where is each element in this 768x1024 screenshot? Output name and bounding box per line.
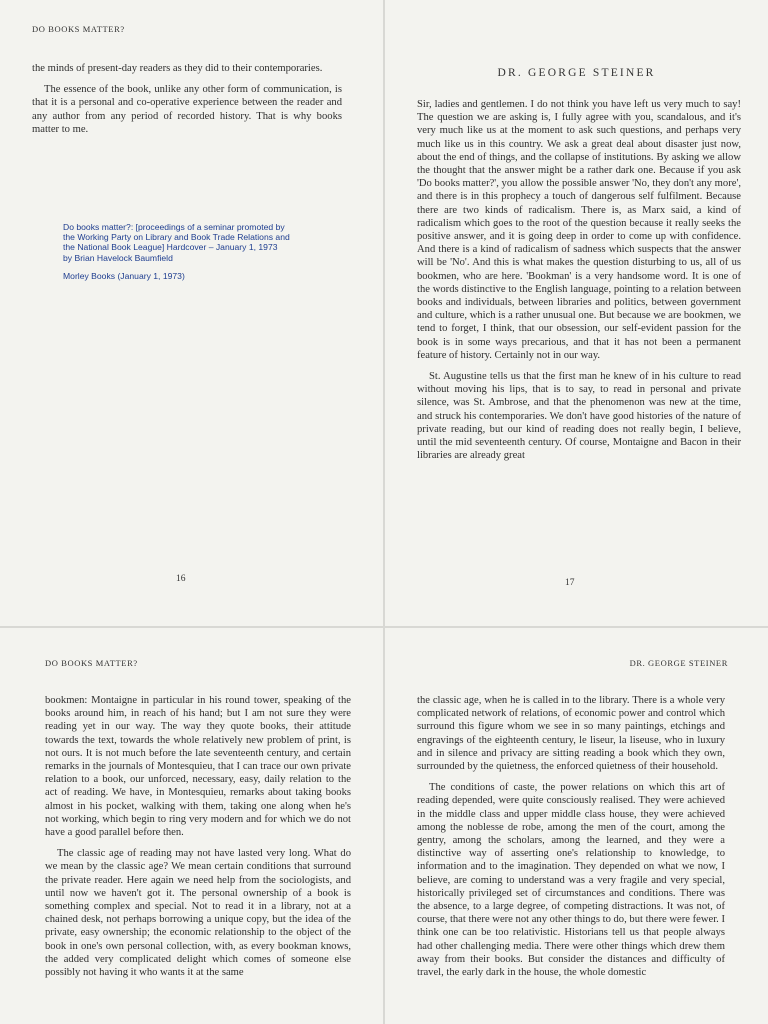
page-16 xyxy=(0,0,383,626)
page-18 xyxy=(0,628,383,1024)
citation-line: Do books matter?: [proceedings of a seminar promoted by xyxy=(63,222,285,232)
page-17 xyxy=(385,0,768,626)
paragraph: Sir, ladies and gentlemen. I do not think you have left us very much to say! The question we are asking is, I fully agree with you, scandalous, and it's very much like us at the moment to ask such questions, and perhaps very much like us in this country. We ask a great deal about disaster just now, about the end of things, and the collapse of institutions. By asking we allow the thought that the answer might be a rather dark one. Because if you ask 'Do books matter?', you allow the possible answer 'No, they don't any more', and there is in this prophecy a touch of dangerous self fulfilment. Because there are two kinds of radicalism. There is, as Marx said, a kind of radicalism which goes to the root of the question because it really seeks the positive answer, and it is going deep in order to come up with confidence. And there is a kind of radicalism of sadness which suspects that the answer will be 'No'. And this is what makes the question disturbing to us, all of us bookmen, who are here. 'Bookman' is a very handsome word. It is one of the words distinctive to the English language, pointing to a relation between books and individuals, between libraries and politics, between government and culture, which is a rather unusual one. But because we are bookmen, we tend to forget, I think, that our obsession, our self-evident passion for the book is in some ways precarious, and that it has not been a permanent feature of history. Certainly not in our way. xyxy=(417,99,741,361)
citation-publisher: Morley Books (January 1, 1973) xyxy=(63,270,185,281)
body-text xyxy=(417,98,741,470)
page-19 xyxy=(385,628,768,1024)
paragraph: the minds of present-day readers as they did to their contemporaries. xyxy=(32,63,323,74)
paragraph: The essence of the book, unlike any other form of communication, is that it is a personal and co-operative experience between the reader and any author from any period of recorded history. That is why books matter to me. xyxy=(32,84,342,135)
paragraph: The conditions of caste, the power relations on which this art of reading depended, were quite consciously realised. They were achieved in the middle class and upper middle class house, they were achieved among the noblesse de robe, among the men of the court, among the gentry, among the scholars, among the learned, and they were a distinctive way of asserting one's relationship to knowledge, to information and to the imagination. They depended on what we now, I believe, are coming to understand was a very fragile and very special, historically privileged set of circumstances and conditions. There was the absence, to a large degree, of competing distractions. It was not, of course, that there were not any other things to do, but there were fewer. I think one can be too relativistic. Historians tell us that people always had other challenging media. There were other things which drew them away from their books. But consider the distances and difficulty of travel, the early dark in the house, the whole domestic xyxy=(417,782,725,979)
citation-author: by Brian Havelock Baumfield xyxy=(63,252,173,263)
running-head: DO BOOKS MATTER? xyxy=(45,658,138,668)
body-text xyxy=(45,694,351,987)
book-citation xyxy=(63,222,353,281)
page-number: 16 xyxy=(176,574,186,584)
body-text xyxy=(417,694,725,987)
citation-line: the National Book League] Hardcover – January 1, 1973 xyxy=(63,242,278,253)
running-head: DR. GEORGE STEINER xyxy=(629,658,728,668)
paragraph: the classic age, when he is called in to the library. There is a whole very complicated network of relations, of economic power and control which surround this figure whom we see in so many paintings, etchings and engravings of the eighteenth century, le liseur, la liseuse, who in luxury and in silence and privacy are sitting reading a book which they own, surrounded by the quietness, the enforced quietness of their household. xyxy=(417,695,725,773)
page-number: 17 xyxy=(565,578,575,588)
citation-line: the Working Party on Library and Book Trade Relations and xyxy=(63,232,290,243)
running-head: DO BOOKS MATTER? xyxy=(32,24,125,34)
body-text xyxy=(32,62,342,144)
paragraph: The classic age of reading may not have lasted very long. What do we mean by the classic age? We mean certain conditions that surround the private reader. Here again we need help from the sociologists, and until now we haven't got it. The personal ownership of a book is something complex and special. Not to read it in a library, not at a chained desk, not perhaps borrowing a unique copy, but the idea of the private, easy ownership; the economic relationship to the object of the book in one's own personal collection, with, as every bookman knows, the added very complicated delight which comes of someone else possibly not having it who wants it at the same xyxy=(45,848,351,979)
speaker-heading: DR. GEORGE STEINER xyxy=(497,67,656,79)
paragraph: St. Augustine tells us that the first man he knew of in his culture to read without moving his lips, that is to say, to read in personal and private silence, was St. Ambrose, and that the phenomenon was new at the time, and struck his contemporaries. We don't have good histories of the nature of private reading, but our kind of reading does not really begin, I believe, until the mid seventeenth century. Of course, Montaigne and Bacon in their libraries are already great xyxy=(417,371,741,462)
paragraph: bookmen: Montaigne in particular in his round tower, speaking of the books around him, in reach of his hand; but I am not sure they were reading yet in our way. The way they quote books, their attitude towards the text, towards the whole relatively new problem of print, is not ours. It is not much before the late seventeenth century, and certain remarks in the journals of Montesquieu, that I can trace our own private relation to a book, our unforced, necessary, easy, daily relation to the act of reading. We have, in Montesquieu, remarks about taking books almost in his pocket, walking with them, taking one along when he's not working, which begin to ring very modern and for which we do not have a good parallel before then. xyxy=(45,695,351,839)
